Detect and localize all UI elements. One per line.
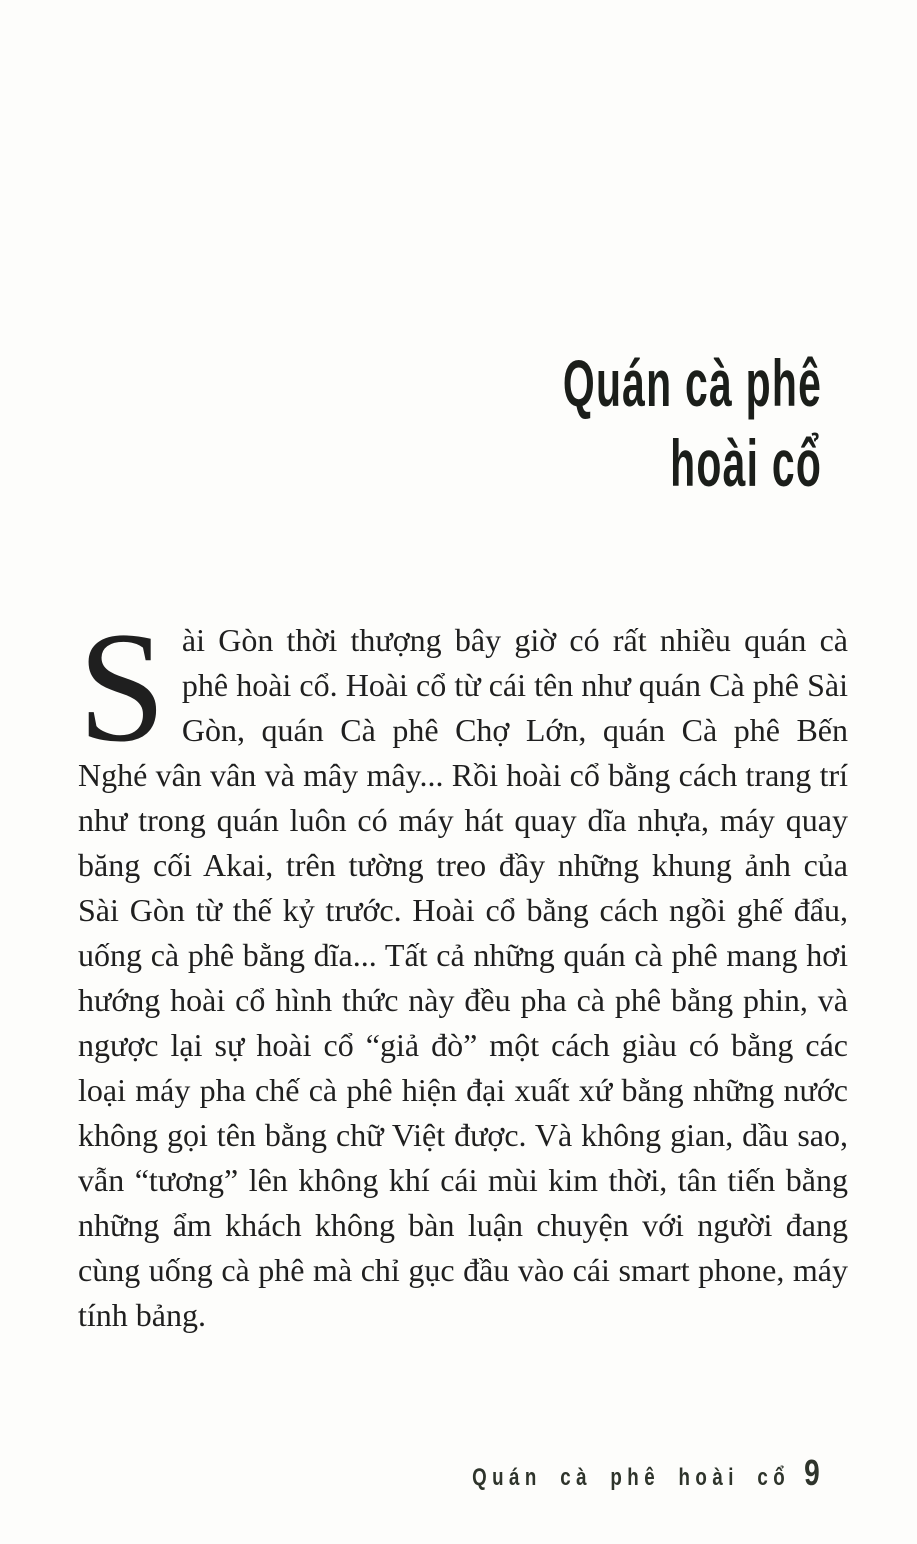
chapter-title <box>563 343 822 503</box>
footer-running-title: Quán cà phê hoài cổ <box>472 1464 791 1491</box>
body-paragraph <box>78 600 848 1338</box>
footer-page-number: 9 <box>804 1452 820 1493</box>
page-footer <box>472 1452 820 1494</box>
chapter-title-line1: Quán cà phê <box>562 346 822 420</box>
chapter-title-line2: hoài cổ <box>670 426 822 500</box>
body-text-block <box>78 600 848 1338</box>
paragraph-text: ài Gòn thời thượng bây giờ có rất nhiều quán cà phê hoài cổ. Hoài cổ từ cái tên như quán Cà phê Sài Gòn, quán Cà phê Chợ Lớn, quán Cà phê Bến Nghé vân vân và mây mây... Rồi hoài cổ bằng cách trang trí như trong quán luôn có máy hát quay dĩa nhựa, máy quay băng cối Akai, trên tường treo đầy những khung ảnh của Sài Gòn từ thế kỷ trước. Hoài cổ bằng cách ngồi ghế đẩu, uống cà phê bằng dĩa... Tất cả những quán cà phê mang hơi hướng hoài cổ hình thức này đều pha cà phê bằng phin, và ngược lại sự hoài cổ “giả đò” một cách giàu có bằng các loại máy pha chế cà phê hiện đại xuất xứ bằng những nước không gọi tên bằng chữ Việt được. Và không gian, dầu sao, vẫn “tương” lên không khí cái mùi kim thời, tân tiến bằng những ẩm khách không bàn luận chuyện với người đang cùng uống cà phê mà chỉ gục đầu vào cái smart phone, máy tính bảng. <box>78 622 848 1333</box>
drop-cap: S <box>78 600 166 775</box>
